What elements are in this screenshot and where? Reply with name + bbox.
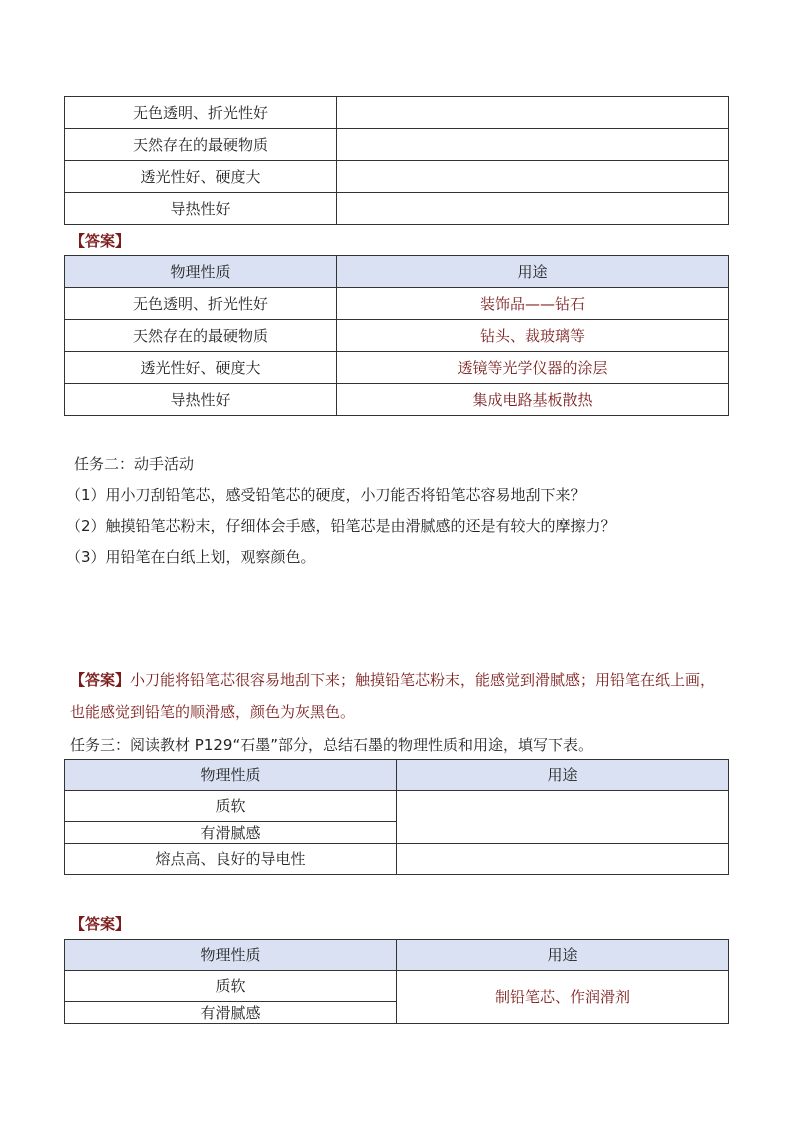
use-cell: 透镜等光学仪器的涂层 [337,352,729,384]
diamond-blank-table [64,96,729,225]
header-property: 物理性质 [65,940,397,971]
property-cell: 无色透明、折光性好 [65,97,337,129]
table-row [65,352,729,384]
property-cell: 质软 [65,971,397,1002]
table-header [65,940,729,971]
use-cell: 钻头、裁玻璃等 [337,320,729,352]
task2-item: （2）触摸铅笔芯粉末，仔细体会手感，铅笔芯是由滑腻感的还是有较大的摩擦力？ [66,517,616,535]
table-row [65,384,729,416]
property-cell: 天然存在的最硬物质 [65,320,337,352]
property-cell: 透光性好、硬度大 [65,161,337,193]
header-property: 物理性质 [65,760,397,791]
table-row [65,97,729,129]
use-cell: 制铅笔芯、作润滑剂 [397,971,729,1024]
answer-text: 小刀能将铅笔芯很容易地刮下来；触摸铅笔芯粉末，能感觉到滑腻感；用铅笔在纸上画，也能感觉到铅笔的顺滑感，颜色为灰黑色。 [70,671,716,721]
task2-title: 任务二：动手活动 [74,455,195,473]
header-use: 用途 [397,940,729,971]
table-header [65,760,729,791]
diamond-answer-table [64,255,729,416]
property-cell: 天然存在的最硬物质 [65,129,337,161]
property-cell: 无色透明、折光性好 [65,288,337,320]
table-row [65,129,729,161]
use-cell [337,193,729,225]
task3-title: 任务三：阅读教材 P129“石墨”部分，总结石墨的物理性质和用途，填写下表。 [70,736,593,754]
use-cell: 装饰品——钻石 [337,288,729,320]
property-cell: 质软 [65,791,397,822]
table-row [65,844,729,875]
table-row [65,161,729,193]
table-row [65,320,729,352]
property-cell: 透光性好、硬度大 [65,352,337,384]
property-cell: 导热性好 [65,384,337,416]
property-cell: 导热性好 [65,193,337,225]
table-row [65,193,729,225]
answer-tag: 【答案】 [70,915,131,933]
use-cell [337,129,729,161]
answer-tag: 【答案】 [70,232,131,250]
use-cell [337,97,729,129]
graphite-blank-table [64,759,729,875]
property-cell: 熔点高、良好的导电性 [65,844,397,875]
table-header [65,256,729,288]
task2-item: （3）用铅笔在白纸上划，观察颜色。 [66,548,316,566]
task2-item: （1）用小刀刮铅笔芯，感受铅笔芯的硬度，小刀能否将铅笔芯容易地刮下来？ [66,486,586,504]
header-use: 用途 [337,256,729,288]
use-cell [397,791,729,844]
header-property: 物理性质 [65,256,337,288]
table-row [65,288,729,320]
use-cell [397,844,729,875]
header-use: 用途 [397,760,729,791]
table-row [65,971,729,1002]
use-cell [337,161,729,193]
property-cell: 有滑腻感 [65,1002,397,1024]
use-cell: 集成电路基板散热 [337,384,729,416]
graphite-answer-table [64,939,729,1024]
table-row [65,791,729,822]
answer-tag: 【答案】 [70,671,131,689]
task2-answer [70,664,730,728]
property-cell: 有滑腻感 [65,822,397,844]
